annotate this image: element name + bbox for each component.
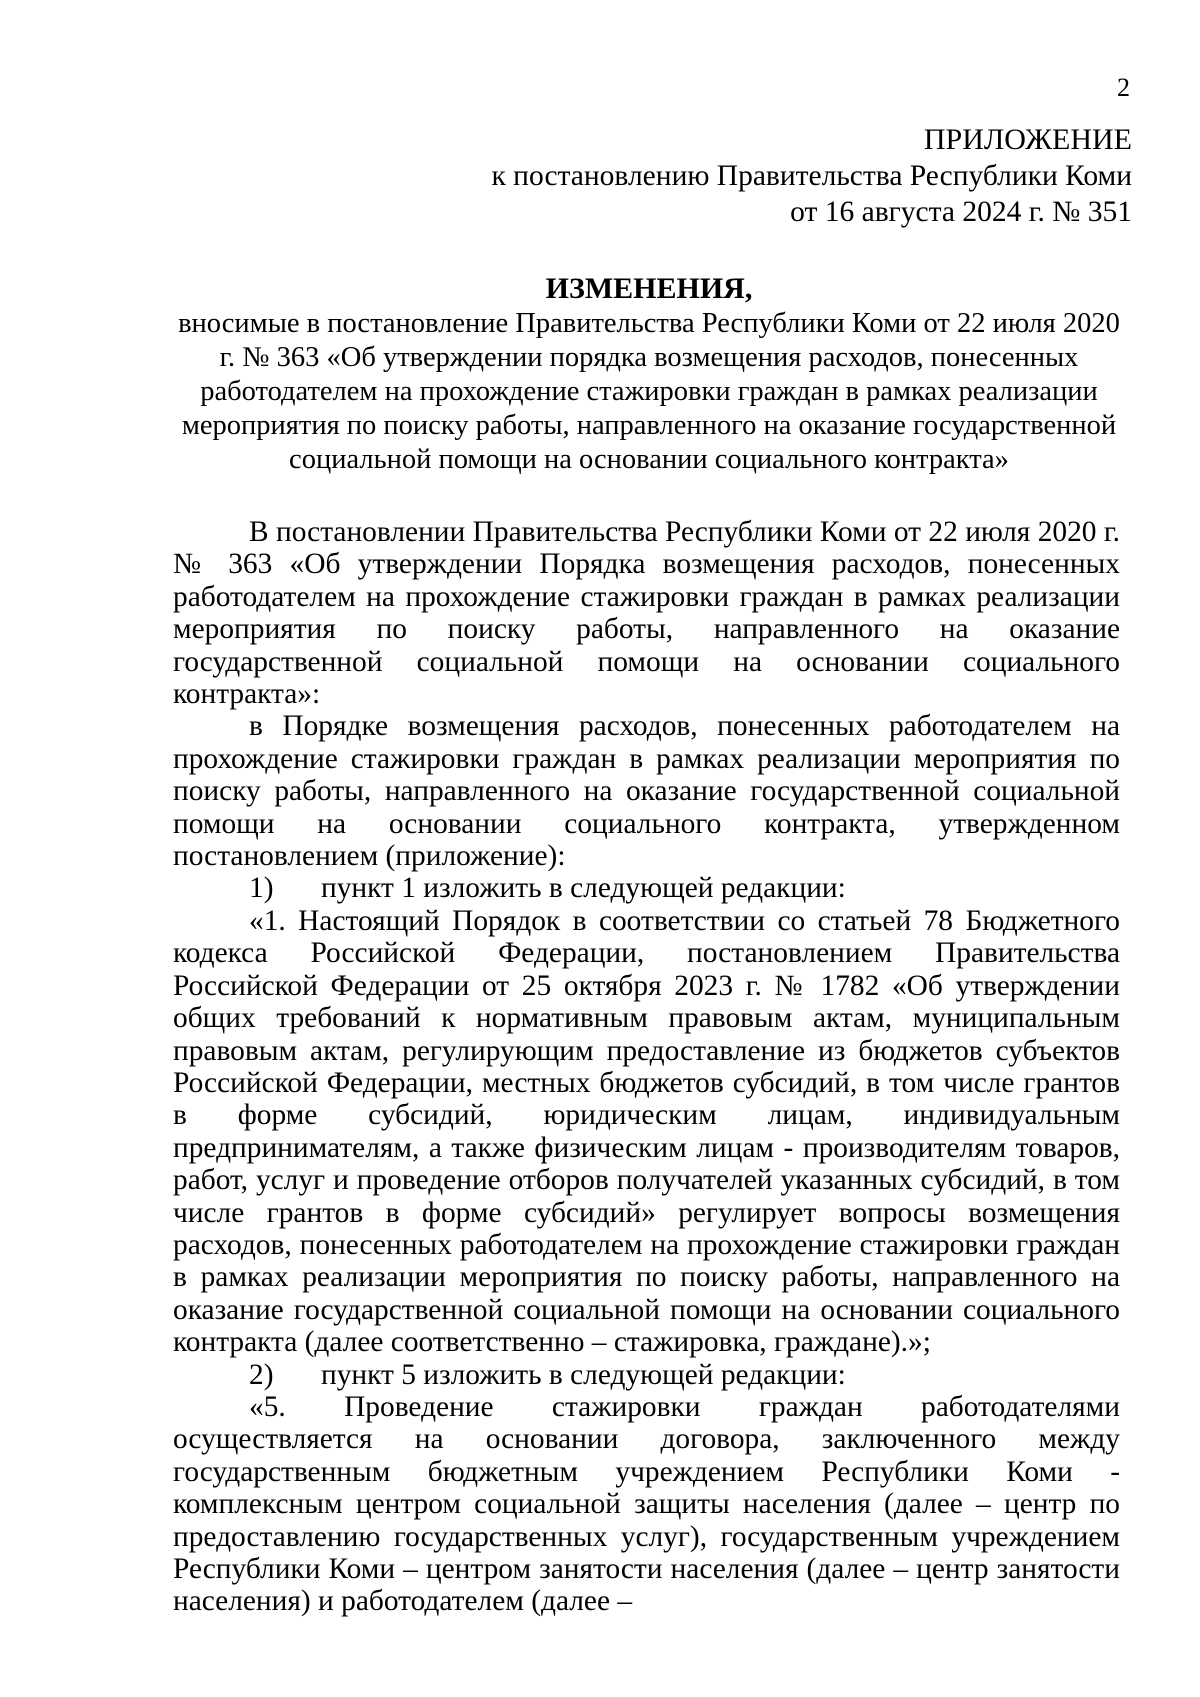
item-2 xyxy=(173,1359,1120,1391)
item-2-quote: «5. Проведение стажировки граждан работодателями осуществляется на основании договора, заключенного между государственным бюджетным учреждением Республики Коми - комплексным центром социальной защиты населения (далее – центр по предоставлению государственных услуг), государственным учреждением Республики Коми – центром занятости населения (далее – центр занятости населения) и работодателем (далее – xyxy=(173,1390,1120,1618)
page-number: 2 xyxy=(1117,73,1130,102)
item-1-text: пункт 1 изложить в следующей редакции: xyxy=(321,872,846,905)
title-block xyxy=(170,271,1128,477)
order-paragraph: в Порядке возмещения расходов, понесенных работодателем на прохождение стажировки граждан в рамках реализации мероприятия по поиску работы, направленного на оказание государственной социальной помощи на основании социального контракта, утвержденном постановлением (приложение): xyxy=(173,710,1120,873)
intro-paragraph: В постановлении Правительства Республики Коми от 22 июля 2020 г. № 363 «Об утверждении Порядка возмещения расходов, понесенных работодателем на прохождение стажировки граждан в рамках реализации мероприятия по поиску работы, направленного на оказание государственной социальной помощи на основании социального контракта»: xyxy=(173,516,1120,711)
document-body xyxy=(173,516,1120,1618)
item-2-number: 2) xyxy=(249,1358,274,1391)
document-subtitle: вносимые в постановление Правительства Республики Коми от 22 июля 2020 г. № 363 «Об утверждении порядка возмещения расходов, понесенных работодателем на прохождение стажировки граждан в рамках реализации мероприятия по поиску работы, направленного на оказание государственной социальной помощи на основании социального контракта» xyxy=(178,308,1120,475)
item-1 xyxy=(173,872,1120,904)
appendix-line-1: к постановлению Правительства Республики Коми xyxy=(491,160,1132,192)
appendix-line-2: от 16 августа 2024 г. № 351 xyxy=(790,196,1132,228)
item-1-number: 1) xyxy=(249,872,274,905)
item-2-text: пункт 5 изложить в следующей редакции: xyxy=(321,1358,846,1391)
item-1-quote: «1. Настоящий Порядок в соответствии со статьей 78 Бюджетного кодекса Российской Федерации, постановлением Правительства Российской Федерации от 25 октября 2023 г. № 1782 «Об утверждении общих требований к нормативным правовым актам, муниципальным правовым актам, регулирующим предоставление из бюджетов субъектов Российской Федерации, местных бюджетов субсидий, в том числе грантов в форме субсидий, юридическим лицам, индивидуальным предпринимателям, а также физическим лицам - производителям товаров, работ, услуг и проведение отборов получателей указанных субсидий, в том числе грантов в форме субсидий» регулирует вопросы возмещения расходов, понесенных работодателем на прохождение стажировки граждан в рамках реализации мероприятия по поиску работы, направленного на оказание государственной социальной помощи на основании социального контракта (далее соответственно – стажировка, граждане).»; xyxy=(173,904,1120,1359)
document-title: ИЗМЕНЕНИЯ, xyxy=(545,272,753,305)
appendix-heading: ПРИЛОЖЕНИЕ xyxy=(923,123,1132,156)
appendix-header xyxy=(400,122,1132,230)
